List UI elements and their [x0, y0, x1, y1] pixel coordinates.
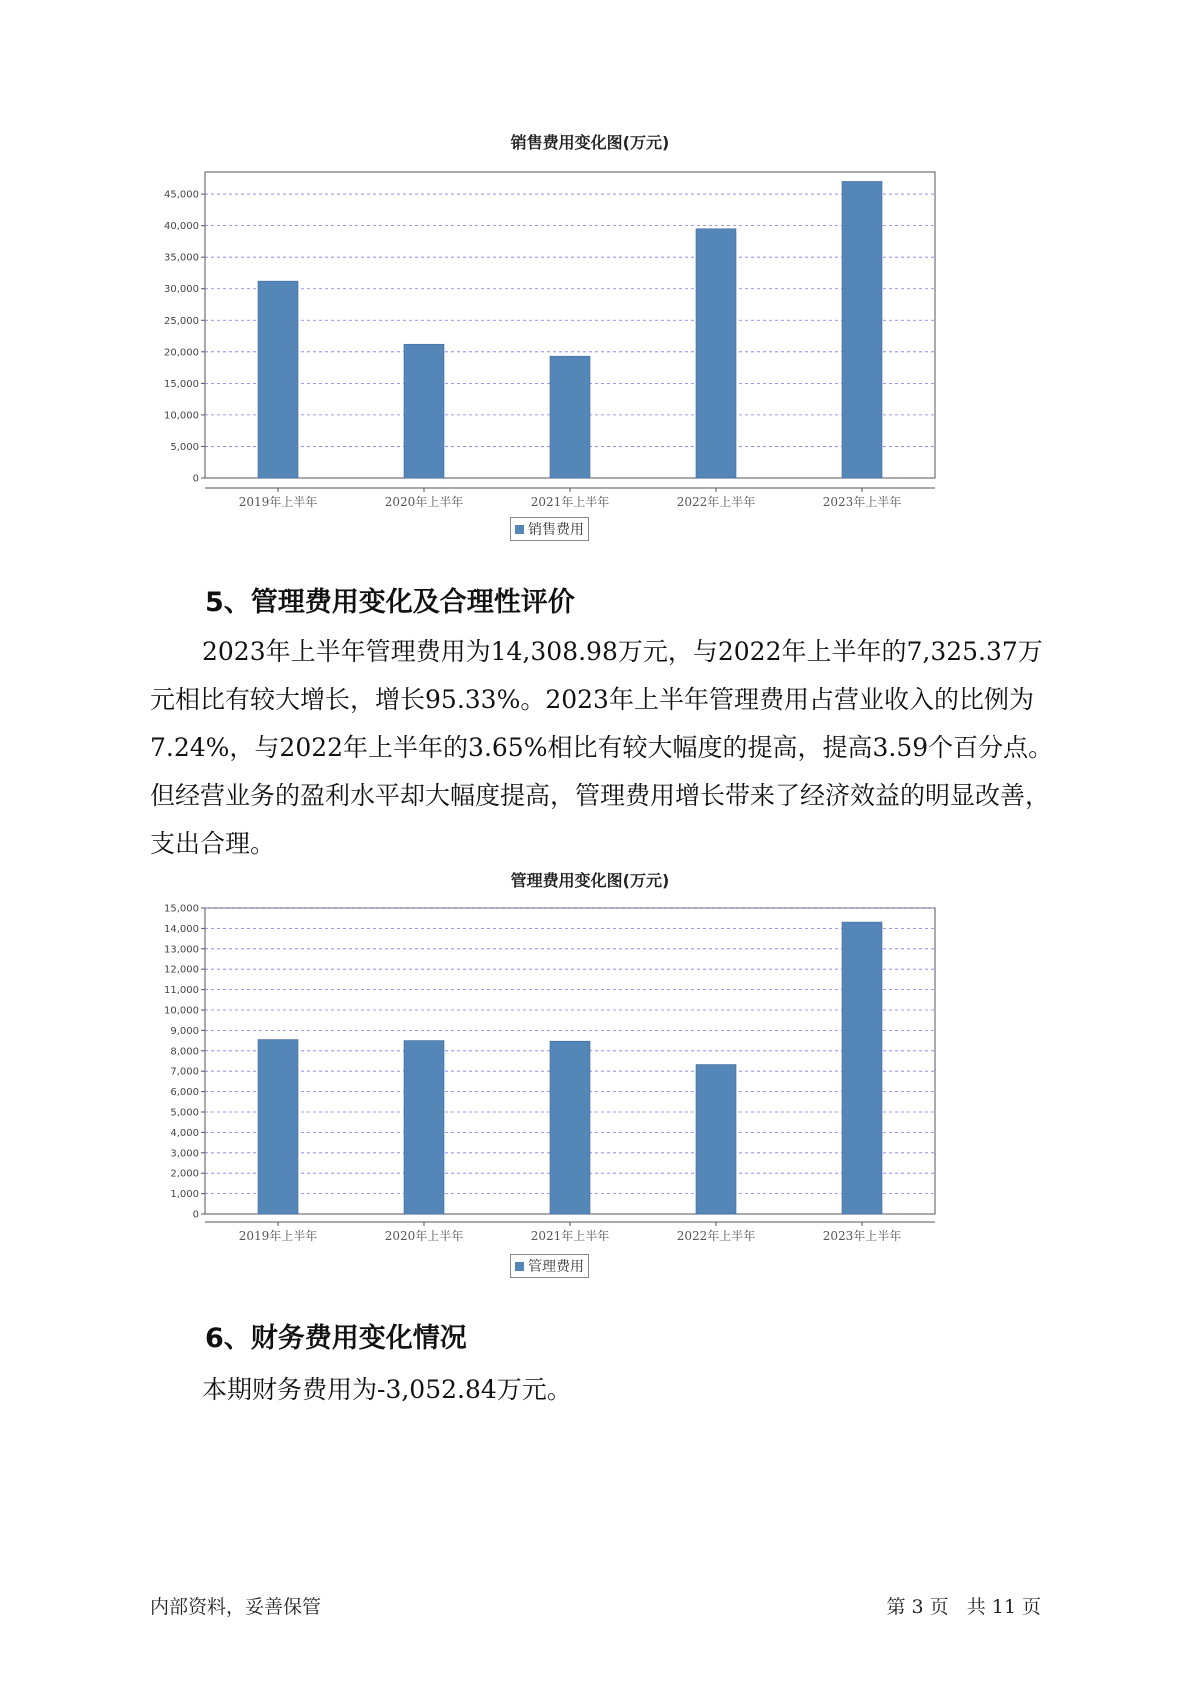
y-tick-label: 12,000 — [164, 964, 199, 976]
y-tick-label: 6,000 — [170, 1087, 199, 1099]
y-tick-label: 11,000 — [164, 985, 199, 997]
bar — [842, 181, 882, 478]
bar — [550, 1041, 590, 1214]
y-tick-label: 25,000 — [164, 315, 199, 327]
chart-title: 销售费用变化图(万元) — [510, 133, 670, 152]
y-tick-label: 35,000 — [164, 252, 199, 264]
y-tick-label: 13,000 — [164, 944, 199, 956]
y-tick-label: 10,000 — [164, 410, 199, 422]
legend-label: 管理费用 — [528, 1259, 584, 1275]
section-heading-5: 5、管理费用变化及合理性评价 — [205, 587, 575, 618]
chart-legend — [510, 1254, 589, 1278]
x-tick-label: 2023年上半年 — [822, 1229, 902, 1243]
x-tick-label: 2023年上半年 — [822, 495, 902, 509]
y-tick-label: 30,000 — [164, 284, 199, 296]
bar — [696, 229, 736, 478]
y-tick-label: 1,000 — [170, 1189, 199, 1201]
management-expense-plot — [150, 895, 1030, 1255]
legend-label: 销售费用 — [528, 522, 584, 538]
y-tick-label: 20,000 — [164, 347, 199, 359]
y-tick-label: 0 — [192, 1209, 199, 1221]
legend-swatch — [515, 525, 524, 534]
section-heading-6: 6、财务费用变化情况 — [205, 1323, 467, 1354]
y-tick-label: 15,000 — [164, 903, 199, 915]
bar — [404, 1041, 444, 1214]
x-tick-label: 2020年上半年 — [384, 1229, 464, 1243]
y-tick-label: 3,000 — [170, 1148, 199, 1160]
legend-swatch — [515, 1262, 524, 1271]
x-tick-label: 2019年上半年 — [238, 495, 318, 509]
bar — [842, 922, 882, 1214]
y-tick-label: 9,000 — [170, 1025, 199, 1037]
y-tick-label: 7,000 — [170, 1066, 199, 1078]
bar — [404, 344, 444, 478]
y-tick-label: 5,000 — [170, 441, 199, 453]
bar — [258, 281, 298, 478]
management-expense-chart — [150, 868, 1030, 891]
bar — [696, 1065, 736, 1214]
footer-left: 内部资料，妥善保管 — [150, 1596, 322, 1618]
chart-legend — [510, 517, 589, 541]
bar — [258, 1040, 298, 1214]
y-tick-label: 10,000 — [164, 1005, 199, 1017]
y-tick-label: 40,000 — [164, 221, 199, 233]
section-paragraph-6: 本期财务费用为-3,052.84万元。 — [202, 1375, 572, 1404]
y-tick-label: 45,000 — [164, 189, 199, 201]
y-tick-label: 4,000 — [170, 1127, 199, 1139]
y-tick-label: 14,000 — [164, 923, 199, 935]
sales-expense-chart — [150, 130, 1030, 153]
y-tick-label: 8,000 — [170, 1046, 199, 1058]
x-tick-label: 2020年上半年 — [384, 495, 464, 509]
section-paragraph-5: 2023年上半年管理费用为14,308.98万元，与2022年上半年的7,325.37万元相比有较大增长，增长95.33%。2023年上半年管理费用占营业收入的比例为7.24%，与2022年上半年的3.65%相比有较大幅度的提高，提高3.59个百分点。但经营业务的盈利水平却大幅度提高，管理费用增长带来了经济效益的明显改善，支出合理。 — [150, 637, 1054, 858]
x-tick-label: 2021年上半年 — [530, 495, 610, 509]
y-tick-label: 0 — [192, 473, 199, 485]
y-tick-label: 2,000 — [170, 1168, 199, 1180]
x-tick-label: 2019年上半年 — [238, 1229, 318, 1243]
x-tick-label: 2022年上半年 — [676, 1229, 756, 1243]
x-tick-label: 2021年上半年 — [530, 1229, 610, 1243]
y-tick-label: 5,000 — [170, 1107, 199, 1119]
y-tick-label: 15,000 — [164, 378, 199, 390]
x-tick-label: 2022年上半年 — [676, 495, 756, 509]
bar — [550, 356, 590, 478]
chart-title: 管理费用变化图(万元) — [510, 871, 670, 890]
sales-expense-plot — [150, 165, 1030, 520]
footer-page-number: 第 3 页 共 11 页 — [886, 1596, 1041, 1618]
